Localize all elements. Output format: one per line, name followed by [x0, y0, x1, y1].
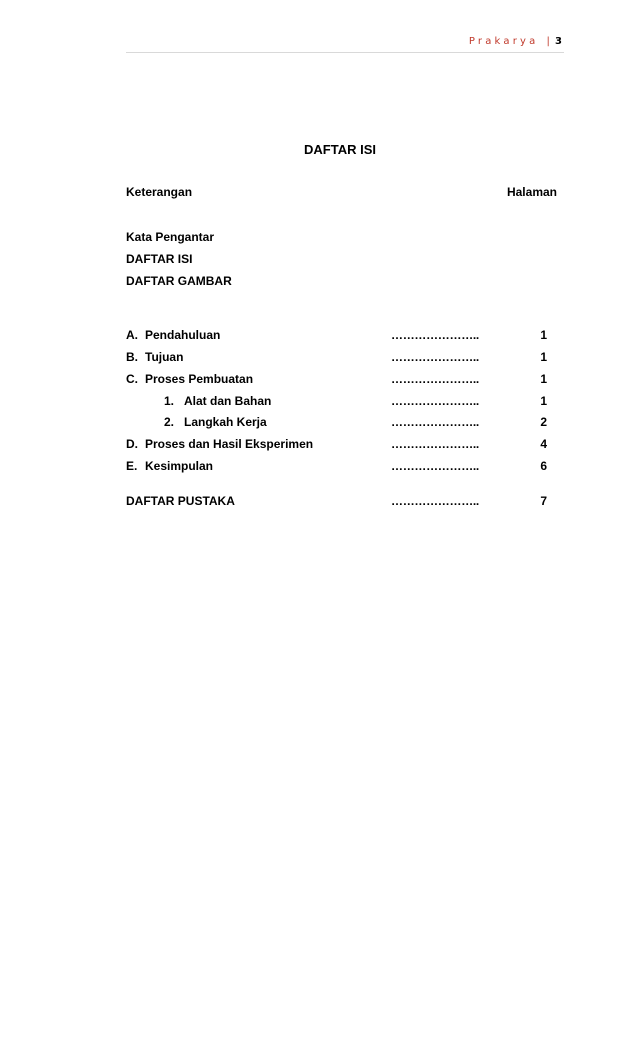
toc-leader-dots: …………………..	[391, 459, 479, 473]
front-matter-item: DAFTAR GAMBAR	[126, 274, 232, 288]
toc-entry-marker: A.	[126, 328, 138, 342]
toc-entry-marker: D.	[126, 437, 138, 451]
toc-page-number: 2	[540, 415, 547, 429]
toc-page-number: 4	[540, 437, 547, 451]
toc-entry-label	[126, 459, 213, 473]
toc-entry-label	[126, 350, 183, 364]
toc-page-number: 1	[540, 394, 547, 408]
toc-leader-dots: …………………..	[391, 372, 479, 386]
toc-page-number: 7	[540, 494, 547, 508]
header-rule	[126, 52, 564, 53]
toc-entry-text: Langkah Kerja	[184, 415, 267, 429]
header-page-number: 3	[555, 36, 562, 47]
toc-entry-marker: 2.	[164, 415, 175, 429]
toc-bibliography-label: DAFTAR PUSTAKA	[126, 494, 235, 508]
toc-entry-marker: B.	[126, 350, 138, 364]
toc-page-number: 1	[540, 372, 547, 386]
running-header-title: Prakarya	[468, 36, 539, 47]
toc-entry-marker: C.	[126, 372, 138, 386]
toc-subentry-label	[164, 415, 267, 429]
front-matter-item: Kata Pengantar	[126, 230, 215, 244]
toc-leader-dots: …………………..	[391, 328, 479, 342]
toc-leader-dots: …………………..	[391, 437, 479, 451]
toc-entry-marker: E.	[126, 459, 138, 473]
toc-entry-text: Tujuan	[145, 350, 184, 364]
toc-entry-text: Kesimpulan	[145, 459, 214, 473]
toc-leader-dots: …………………..	[391, 350, 479, 364]
toc-page-number: 6	[540, 459, 547, 473]
toc-entry-marker: 1.	[164, 394, 175, 408]
toc-entry-text: Proses dan Hasil Eksperimen	[145, 437, 314, 451]
toc-entry-text: Pendahuluan	[145, 328, 221, 342]
column-header-keterangan: Keterangan	[126, 185, 193, 199]
toc-entry-text: Proses Pembuatan	[145, 372, 254, 386]
front-matter-item: DAFTAR ISI	[126, 252, 193, 266]
toc-leader-dots: …………………..	[391, 415, 479, 429]
running-header	[469, 36, 562, 47]
header-separator: |	[546, 36, 550, 47]
toc-entry-text: Alat dan Bahan	[184, 394, 272, 408]
toc-page-number: 1	[540, 328, 547, 342]
toc-leader-dots: …………………..	[391, 394, 479, 408]
column-header-halaman: Halaman	[506, 185, 557, 199]
toc-subentry-label	[164, 394, 271, 408]
toc-page-number: 1	[540, 350, 547, 364]
toc-entry-label	[126, 328, 220, 342]
toc-leader-dots: …………………..	[391, 494, 479, 508]
page-title: DAFTAR ISI	[304, 142, 376, 157]
toc-entry-label	[126, 437, 313, 451]
toc-entry-label	[126, 372, 253, 386]
